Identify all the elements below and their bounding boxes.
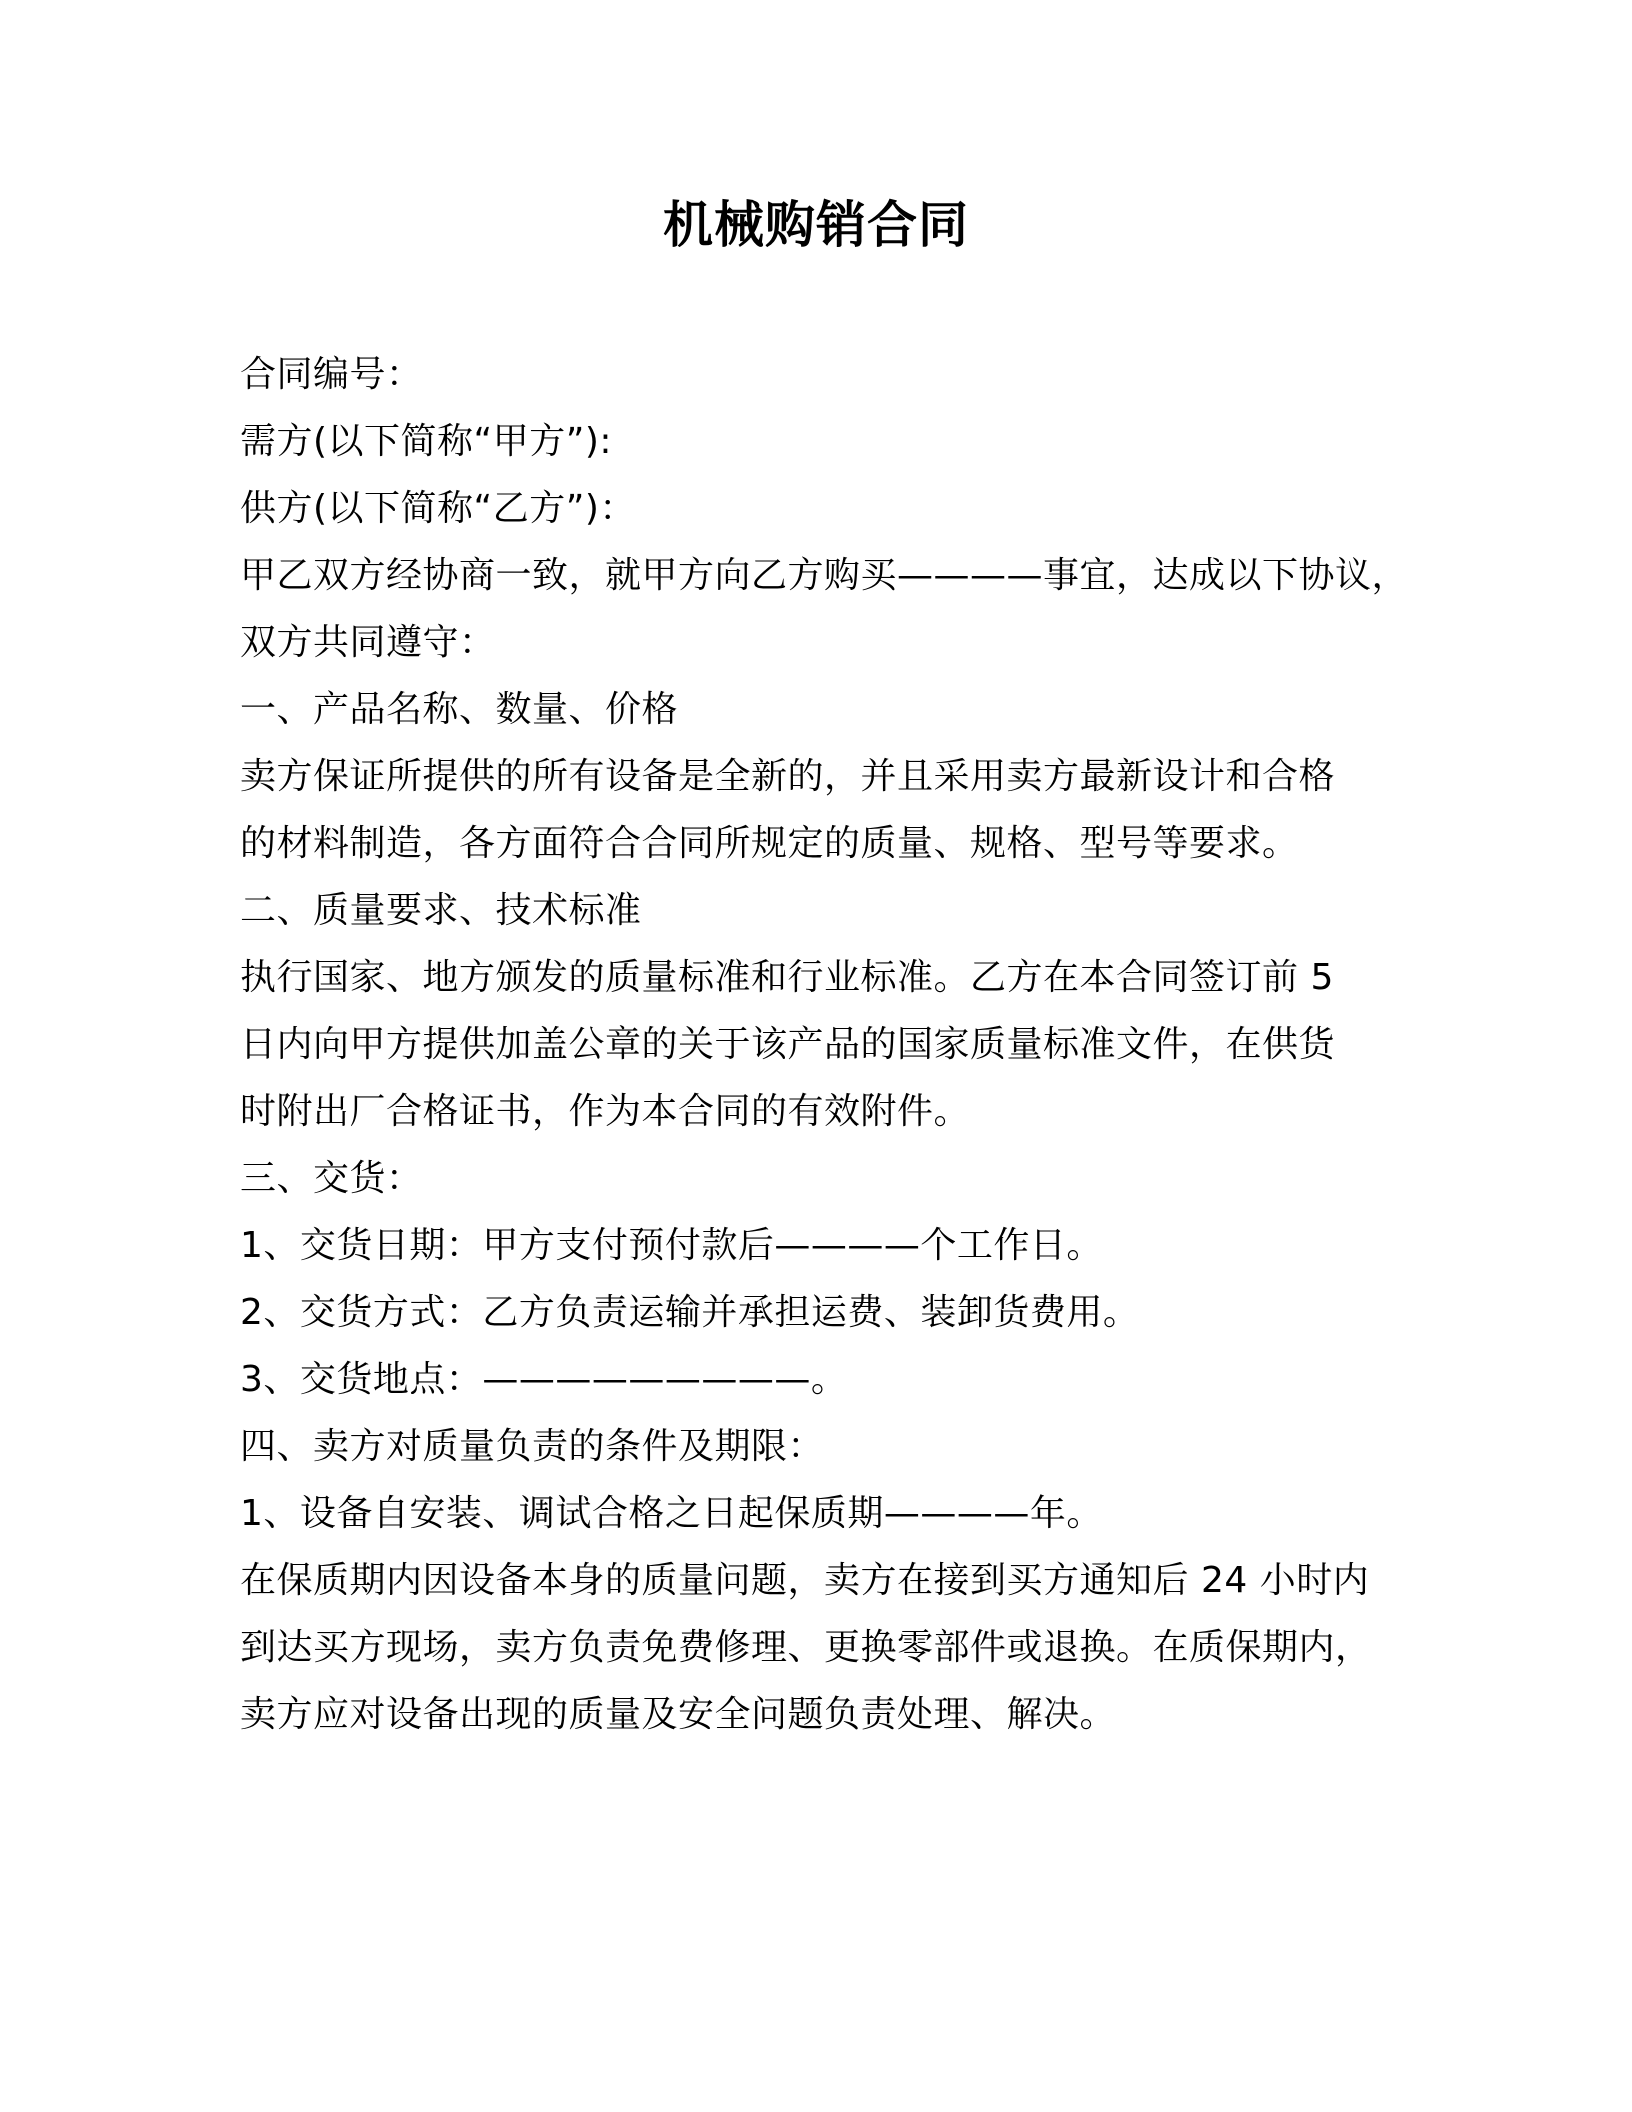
party-a-line: 需方(以下简称“甲方”): bbox=[240, 421, 613, 462]
paragraph-line: 的材料制造，各方面符合合同所规定的质量、规格、型号等要求。 bbox=[240, 823, 1299, 864]
contract-number-line: 合同编号： bbox=[240, 354, 423, 395]
section-heading: 一、产品名称、数量、价格 bbox=[240, 689, 679, 730]
paragraph-line: 甲乙双方经协商一致，就甲方向乙方购买————事宜，达成以下协议， bbox=[240, 555, 1409, 596]
paragraph-line: 时附出厂合格证书，作为本合同的有效附件。 bbox=[240, 1091, 971, 1132]
list-item: 3、交货地点：—————————。 bbox=[240, 1359, 848, 1400]
list-item: 1、交货日期：甲方支付预付款后————个工作日。 bbox=[240, 1225, 1103, 1266]
party-b-line: 供方(以下简称“乙方”)： bbox=[240, 488, 636, 529]
paragraph-line: 在保质期内因设备本身的质量问题，卖方在接到买方通知后 24 小时内 bbox=[240, 1560, 1370, 1601]
list-item: 1、设备自安装、调试合格之日起保质期————年。 bbox=[240, 1493, 1103, 1534]
document-title: 机械购销合同 bbox=[663, 196, 969, 254]
paragraph-line: 日内向甲方提供加盖公章的关于该产品的国家质量标准文件，在供货 bbox=[240, 1024, 1336, 1065]
section-heading: 三、交货： bbox=[240, 1158, 423, 1199]
paragraph-line: 执行国家、地方颁发的质量标准和行业标准。乙方在本合同签订前 5 bbox=[240, 957, 1334, 998]
section-heading: 二、质量要求、技术标准 bbox=[240, 890, 642, 931]
paragraph-line: 到达买方现场，卖方负责免费修理、更换零部件或退换。在质保期内， bbox=[240, 1627, 1372, 1668]
document-body bbox=[240, 341, 1410, 1748]
paragraph-line: 卖方保证所提供的所有设备是全新的，并且采用卖方最新设计和合格 bbox=[240, 756, 1336, 797]
list-item: 2、交货方式：乙方负责运输并承担运费、装卸货费用。 bbox=[240, 1292, 1140, 1333]
paragraph-line: 卖方应对设备出现的质量及安全问题负责处理、解决。 bbox=[240, 1694, 1117, 1735]
paragraph-line: 双方共同遵守： bbox=[240, 622, 496, 663]
section-heading: 四、卖方对质量负责的条件及期限： bbox=[240, 1426, 825, 1467]
